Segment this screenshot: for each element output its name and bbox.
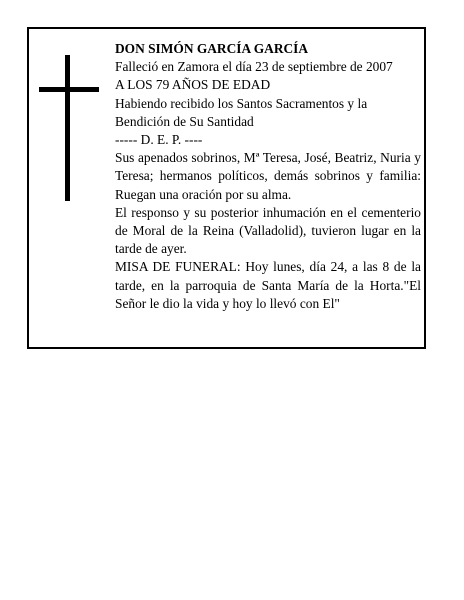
- burial-paragraph: El responso y su posterior inhumación en el cementerio de Moral de la Reina (Valladolid), tuvieron lugar en la tarde de ayer.: [115, 204, 421, 257]
- cross-horizontal-bar: [39, 87, 99, 92]
- age-line: A LOS 79 AÑOS DE EDAD: [115, 77, 271, 93]
- death-date-line: Falleció en Zamora el día 23 de septiembre de 2007: [115, 59, 393, 75]
- rip-line: ----- D. E. P. ----: [115, 132, 203, 148]
- cross-icon: [39, 55, 99, 201]
- notice-text: [115, 40, 421, 313]
- obituary-notice: [27, 27, 426, 349]
- sacraments-line: Habiendo recibido los Santos Sacramentos y la Bendición de Su Santidad: [115, 95, 368, 129]
- cross-vertical-bar: [65, 55, 70, 201]
- mourners-paragraph: Sus apenados sobrinos, Mª Teresa, José, Beatriz, Nuria y Teresa; hermanos políticos, demás sobrinos y familia: Ruegan una oración por su alma.: [115, 150, 421, 202]
- funeral-mass-paragraph: MISA DE FUNERAL: Hoy lunes, día 24, a las 8 de la tarde, en la parroquia de Santa María de la Horta."El Señor le dio la vida y hoy lo llevó con El": [115, 259, 421, 311]
- deceased-name: DON SIMÓN GARCÍA GARCÍA: [115, 41, 309, 56]
